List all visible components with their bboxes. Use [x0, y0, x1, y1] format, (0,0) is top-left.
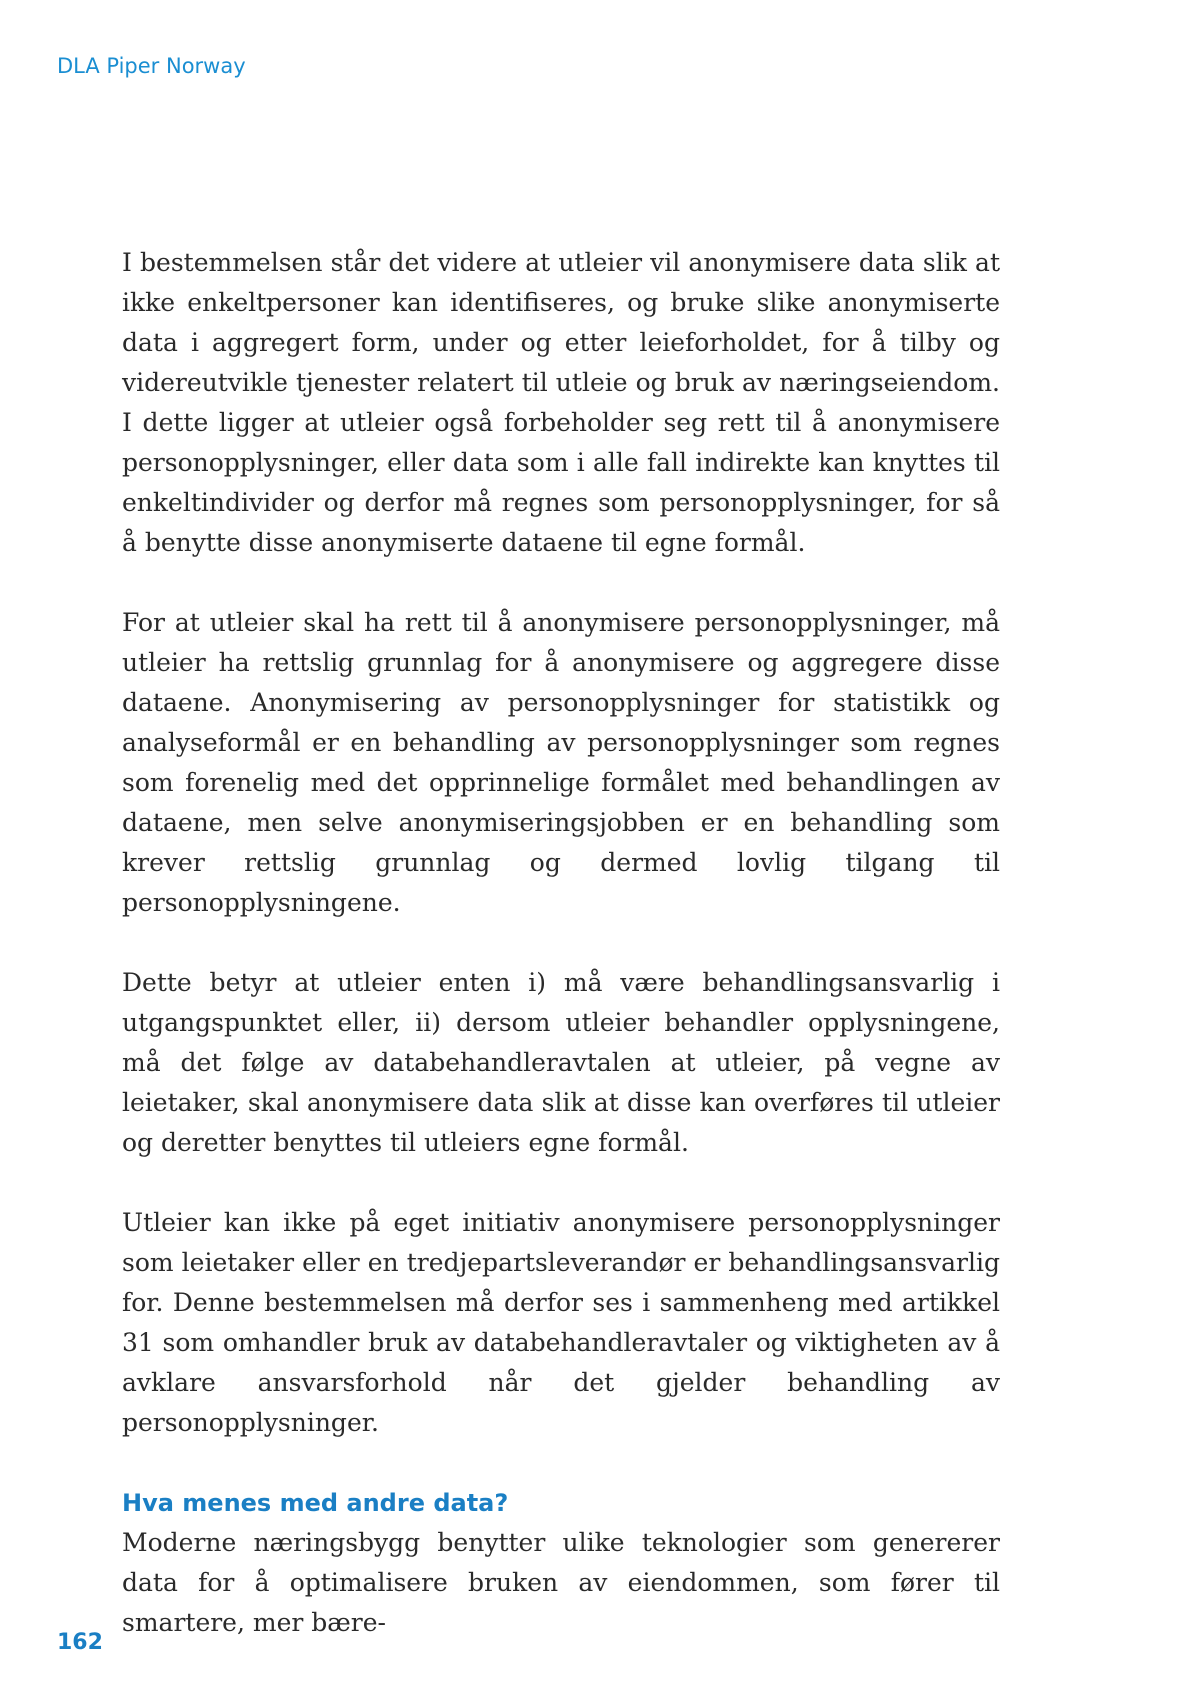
page-number: 162: [57, 1630, 103, 1655]
running-header: DLA Piper Norway: [57, 54, 246, 78]
paragraph: Moderne næringsbygg benytter ulike teknologier som genererer data for å optimalisere bruken av eiendommen, som fører til smartere, mer bære-: [122, 1528, 1000, 1637]
paragraph: Dette betyr at utleier enten i) må være behandlingsansvarlig i utgangspunktet eller, ii) dersom utleier behandler opplysningene, må det følge av databehandleravtalen at utleier, på vegne av leietaker, skal anonymisere data slik at disse kan overføres til utleier og deretter benyttes til utleiers egne formål.: [122, 968, 1000, 1157]
section-heading: Hva menes med andre data?: [122, 1489, 509, 1517]
paragraph: For at utleier skal ha rett til å anonymisere personopplysninger, må utleier ha rettslig grunnlag for å anonymisere og aggregere disse dataene. Anonymisering av personopplysninger for statistikk og analyseformål er en behandling av personopplysninger som regnes som forenelig med det opprinnelige formålet med behandlingen av dataene, men selve anonymiseringsjobben er en behandling som krever rettslig grunnlag og dermed lovlig tilgang til personopplysningene.: [122, 608, 1000, 917]
body-text: [122, 243, 1000, 1643]
paragraph: I bestemmelsen står det videre at utleier vil anonymisere data slik at ikke enkeltpersoner kan identifiseres, og bruke slike anonymiserte data i aggregert form, under og etter leieforholdet, for å tilby og videreutvikle tjenester relatert til utleie og bruk av næringseiendom. I dette ligger at utleier også forbeholder seg rett til å anonymisere personopplysninger, eller data som i alle fall indirekte kan knyttes til enkeltindivider og derfor må regnes som personopplysninger, for så å benytte disse anonymiserte dataene til egne formål.: [122, 248, 1000, 557]
paragraph: Utleier kan ikke på eget initiativ anonymisere personopplysninger som leietaker eller en tredjepartsleverandør er behandlingsansvarlig for. Denne bestemmelsen må derfor ses i sammenheng med artikkel 31 som omhandler bruk av databehandleravtaler og viktigheten av å avklare ansvarsforhold når det gjelder behandling av personopplysninger.: [122, 1208, 1000, 1437]
